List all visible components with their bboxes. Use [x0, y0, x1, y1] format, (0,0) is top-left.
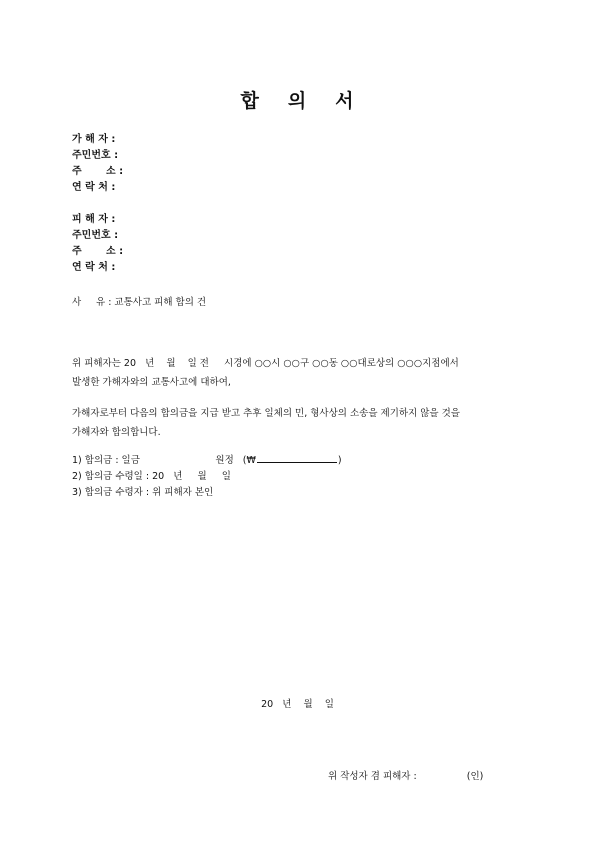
title-char-2: 의: [287, 90, 308, 112]
accident-paragraph-line2: 발생한 가해자와의 교통사고에 대하여,: [72, 377, 231, 388]
victim-contact-label: 연 락 처 :: [72, 262, 116, 273]
term-receipt-date: 2) 합의금 수령일 : 20 년 월 일: [72, 471, 231, 482]
term-amount-suffix: ): [337, 455, 342, 466]
title-char-1: 합: [240, 90, 260, 112]
seal-mark: (인): [466, 771, 484, 782]
terms-list: [72, 453, 342, 501]
accident-paragraph-line1: 위 피해자는 20 년 월 일 전 시경에 ○○시 ○○구 ○○동 ○○대로상의 ○○○지점에서: [72, 358, 459, 369]
offender-block: [72, 132, 123, 196]
victim-block: [72, 212, 123, 276]
agreement-paragraph: [72, 404, 460, 442]
offender-name-label: 가 해 자 :: [72, 134, 116, 145]
victim-address-label: 주 소 :: [72, 246, 124, 257]
offender-rrn-label: 주민번호 :: [72, 150, 119, 161]
signature-row: [328, 768, 483, 782]
signing-date: 20 년 월 일: [261, 699, 334, 710]
term-amount: [72, 453, 342, 469]
reason-row: [72, 294, 206, 308]
reason-label: 사 유 :: [72, 297, 115, 308]
title-char-3: 서: [335, 90, 355, 112]
victim-name-label: 피 해 자 :: [72, 214, 116, 225]
offender-contact-label: 연 락 처 :: [72, 182, 116, 193]
offender-address-label: 주 소 :: [72, 166, 124, 177]
agreement-paragraph-line1: 가해자로부터 다음의 합의금을 지급 받고 추후 일체의 민, 형사상의 소송을 제기하지 않을 것을: [72, 408, 460, 419]
document-title: [0, 86, 595, 113]
term-amount-prefix: 1) 합의금 : 일금 원정 (₩: [72, 455, 256, 466]
signature-label: 위 작성자 겸 피해자 :: [328, 771, 417, 782]
reason-value: 교통사고 피해 합의 건: [114, 297, 207, 308]
agreement-paragraph-line2: 가해자와 합의합니다.: [72, 427, 161, 438]
term-recipient: 3) 합의금 수령자 : 위 피해자 본인: [72, 487, 214, 498]
accident-paragraph: [72, 354, 459, 392]
amount-blank-line: [257, 453, 337, 463]
victim-rrn-label: 주민번호 :: [72, 230, 119, 241]
